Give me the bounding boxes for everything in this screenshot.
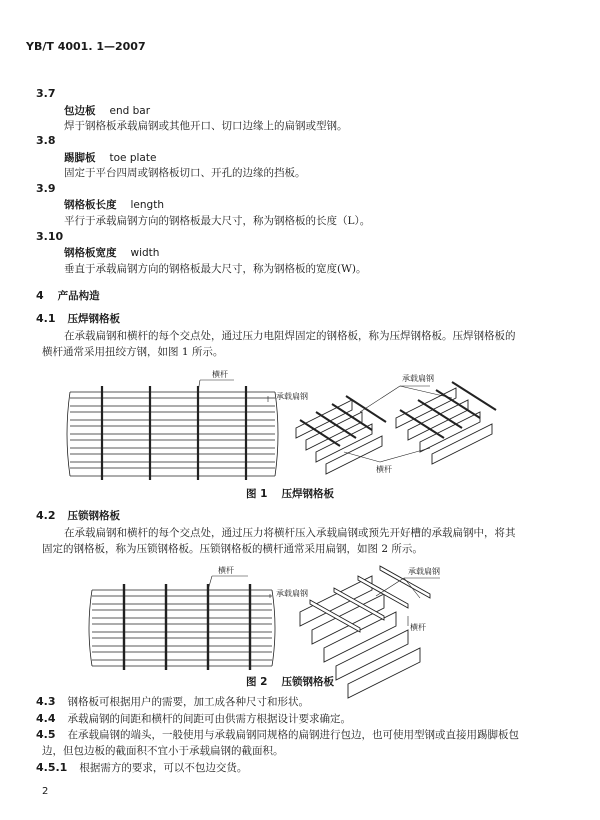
section-number: 3.7 [36,87,56,100]
figure-1-iso-right [396,382,496,464]
section-number: 4.5.1 [36,761,68,774]
label-bearing-bar-iso: 承载扁钢 [402,374,434,383]
label-bearing-bar-iso: 承载扁钢 [408,567,440,576]
figure-2-caption [246,674,334,689]
figure-1-caption [246,486,334,501]
paragraph-line: 边，但包边板的截面积不宜小于承载扁钢的截面积。 [42,745,284,757]
figure-1-plan-view [67,380,278,480]
section-title: 压焊钢格板 [67,313,120,325]
section-number: 4.1 [36,312,56,325]
paragraph-line: 固定的钢格板，称为压锁钢格板。压锁钢格板的横杆通常采用扁钢，如图 2 所示。 [42,543,423,555]
section-title: 压锁钢格板 [67,510,120,522]
term-english: end bar [109,105,151,117]
label-bearing-bar: 承载扁钢 [276,589,308,598]
section-number: 4.2 [36,509,56,522]
term-definition: 固定于平台四周或钢格板切口、开孔的边缘的挡板。 [64,167,306,179]
clause-text: 在承载扁钢的端头，一般使用与承载扁钢同规格的扁钢进行包边，也可使用型钢或直接用踢脚板包 [67,729,519,741]
label-crossbar-iso: 横杆 [376,465,392,474]
term-english: toe plate [109,152,157,164]
clause [36,760,247,776]
term-english: width [130,247,160,259]
term-english: length [130,199,164,211]
figure-1-number: 图 1 [246,488,268,500]
figure-1-title: 压焊钢格板 [281,488,334,500]
clause-text: 钢格板可根据用户的需要，加工成各种尺寸和形状。 [67,696,309,708]
figure-1-iso-left [296,396,386,474]
section-heading [36,508,120,524]
section-number: 4.4 [36,712,56,725]
clause-text: 承载扁钢的间距和横杆的间距可由供需方根据设计要求确定。 [67,713,351,725]
term-definition: 垂直于承载扁钢方向的钢格板最大尺寸，称为钢格板的宽度(W)。 [64,263,367,275]
document-code: YB/T 4001. 1—2007 [26,40,146,53]
section-number: 3.9 [36,182,56,195]
term-definition: 平行于承载扁钢方向的钢格板最大尺寸，称为钢格板的长度（L）。 [64,215,371,227]
term-chinese: 钢格板长度 [64,199,117,211]
clause [36,727,519,743]
label-crossbar: 横杆 [212,370,228,379]
section-number: 4 [36,289,44,302]
figure-2-title: 压锁钢格板 [281,676,334,688]
label-crossbar: 横杆 [218,566,234,575]
page-number: 2 [42,786,49,797]
term-chinese: 踢脚板 [64,152,96,164]
section-number: 4.5 [36,728,56,741]
term-definition: 焊于钢格板承载扁钢或其他开口、切口边缘上的扁钢或型钢。 [64,120,348,132]
paragraph-line: 横杆通常采用扭绞方钢，如图 1 所示。 [42,346,224,358]
label-bearing-bar: 承载扁钢 [276,392,308,401]
term-chinese: 包边板 [64,105,96,117]
clause [36,711,351,727]
figure-2-plan-view [89,576,275,670]
section-number: 4.3 [36,695,56,708]
clause [36,694,309,710]
section-title: 产品构造 [57,290,100,302]
clause-text: 根据需方的要求，可以不包边交货。 [79,762,248,774]
paragraph-line: 在承载扁钢和横杆的每个交点处，通过压力电阻焊固定的钢格板，称为压焊钢格板。压焊钢格板的 [64,330,516,342]
section-number: 3.10 [36,230,64,243]
term-chinese: 钢格板宽度 [64,247,117,259]
paragraph-line: 在承载扁钢和横杆的每个交点处，通过压力将横杆压入承载扁钢或预先开好槽的承载扁钢中，将其 [64,527,516,539]
label-crossbar-iso: 横杆 [410,623,426,632]
section-number: 3.8 [36,134,56,147]
figure-2-number: 图 2 [246,676,268,688]
